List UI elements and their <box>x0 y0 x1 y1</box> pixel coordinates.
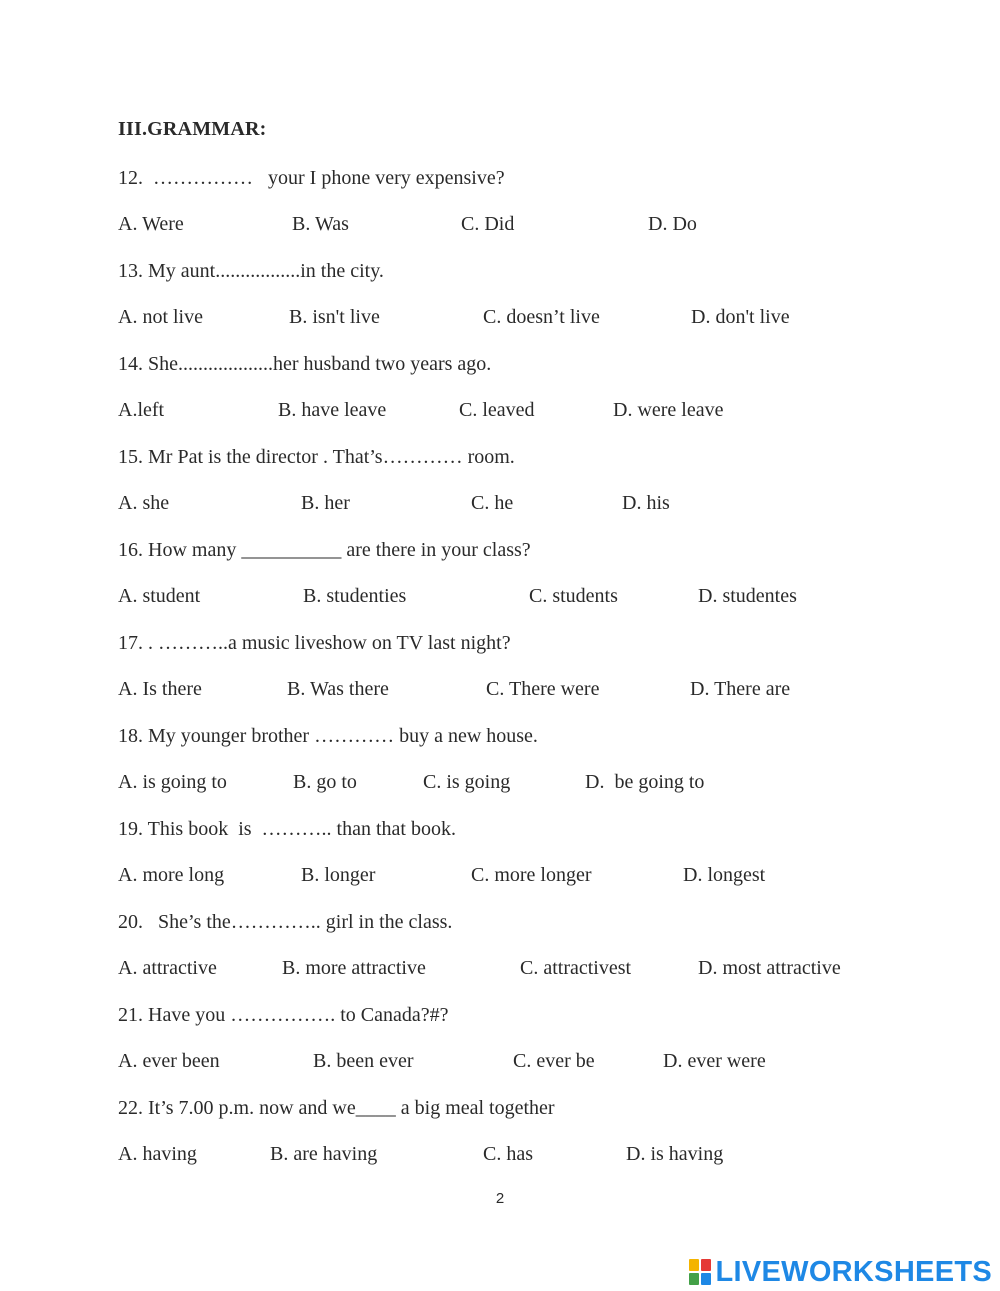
question-12: 12. …………… your I phone very expensive? <box>118 167 505 189</box>
q17-option-d[interactable]: D. There are <box>690 678 791 700</box>
q20-option-c[interactable]: C. attractivest <box>520 957 632 979</box>
q18-option-b[interactable]: B. go to <box>293 771 357 793</box>
question-18: 18. My younger brother ………… buy a new house. <box>118 725 538 747</box>
logo-blocks-icon <box>689 1259 711 1285</box>
question-21: 21. Have you ……………. to Canada?#? <box>118 1004 449 1026</box>
q13-option-a[interactable]: A. not live <box>118 306 203 328</box>
q17-option-b[interactable]: B. Was there <box>287 678 389 700</box>
q21-option-a[interactable]: A. ever been <box>118 1050 220 1072</box>
q18-option-d[interactable]: D. be going to <box>585 771 705 793</box>
q16-option-b[interactable]: B. studenties <box>303 585 407 607</box>
q20-option-d[interactable]: D. most attractive <box>698 957 841 979</box>
q20-option-b[interactable]: B. more attractive <box>282 957 426 979</box>
question-15: 15. Mr Pat is the director . That’s………… room. <box>118 446 515 468</box>
question-20: 20. She’s the………….. girl in the class. <box>118 911 453 933</box>
q18-option-a[interactable]: A. is going to <box>118 771 227 793</box>
q22-option-c[interactable]: C. has <box>483 1143 533 1165</box>
q14-option-d[interactable]: D. were leave <box>613 399 724 421</box>
q19-option-b[interactable]: B. longer <box>301 864 376 886</box>
q21-option-d[interactable]: D. ever were <box>663 1050 766 1072</box>
section-heading: III.GRAMMAR: <box>118 118 267 140</box>
q21-option-c[interactable]: C. ever be <box>513 1050 595 1072</box>
question-14: 14. She...................her husband two years ago. <box>118 353 492 375</box>
q15-option-c[interactable]: C. he <box>471 492 514 514</box>
q16-option-d[interactable]: D. studentes <box>698 585 797 607</box>
q12-option-b[interactable]: B. Was <box>292 213 349 235</box>
question-22: 22. It’s 7.00 p.m. now and we____ a big meal together <box>118 1097 555 1119</box>
q18-option-c[interactable]: C. is going <box>423 771 511 793</box>
q20-option-a[interactable]: A. attractive <box>118 957 217 979</box>
q14-option-b[interactable]: B. have leave <box>278 399 387 421</box>
q12-option-d[interactable]: D. Do <box>648 213 697 235</box>
question-17: 17. . ………..a music liveshow on TV last night? <box>118 632 511 654</box>
page-number: 2 <box>495 1190 505 1207</box>
q16-option-a[interactable]: A. student <box>118 585 201 607</box>
brand-name: LIVEWORKSHEETS <box>715 1255 992 1288</box>
q19-option-c[interactable]: C. more longer <box>471 864 592 886</box>
q22-option-d[interactable]: D. is having <box>626 1143 724 1165</box>
q13-option-d[interactable]: D. don't live <box>691 306 790 328</box>
q17-option-c[interactable]: C. There were <box>486 678 600 700</box>
q12-option-a[interactable]: A. Were <box>118 213 184 235</box>
q14-option-a[interactable]: A.left <box>118 399 165 421</box>
question-16: 16. How many __________ are there in your class? <box>118 539 531 561</box>
q13-option-c[interactable]: C. doesn’t live <box>483 306 600 328</box>
q13-option-b[interactable]: B. isn't live <box>289 306 380 328</box>
q12-option-c[interactable]: C. Did <box>461 213 515 235</box>
q21-option-b[interactable]: B. been ever <box>313 1050 414 1072</box>
q22-option-b[interactable]: B. are having <box>270 1143 378 1165</box>
q15-option-d[interactable]: D. his <box>622 492 670 514</box>
question-13: 13. My aunt.................in the city. <box>118 260 384 282</box>
q19-option-a[interactable]: A. more long <box>118 864 225 886</box>
q17-option-a[interactable]: A. Is there <box>118 678 202 700</box>
q19-option-d[interactable]: D. longest <box>683 864 766 886</box>
q22-option-a[interactable]: A. having <box>118 1143 197 1165</box>
q16-option-c[interactable]: C. students <box>529 585 618 607</box>
question-19: 19. This book is ……….. than that book. <box>118 818 456 840</box>
liveworksheets-logo <box>689 1255 993 1289</box>
q14-option-c[interactable]: C. leaved <box>459 399 535 421</box>
q15-option-a[interactable]: A. she <box>118 492 170 514</box>
q15-option-b[interactable]: B. her <box>301 492 350 514</box>
